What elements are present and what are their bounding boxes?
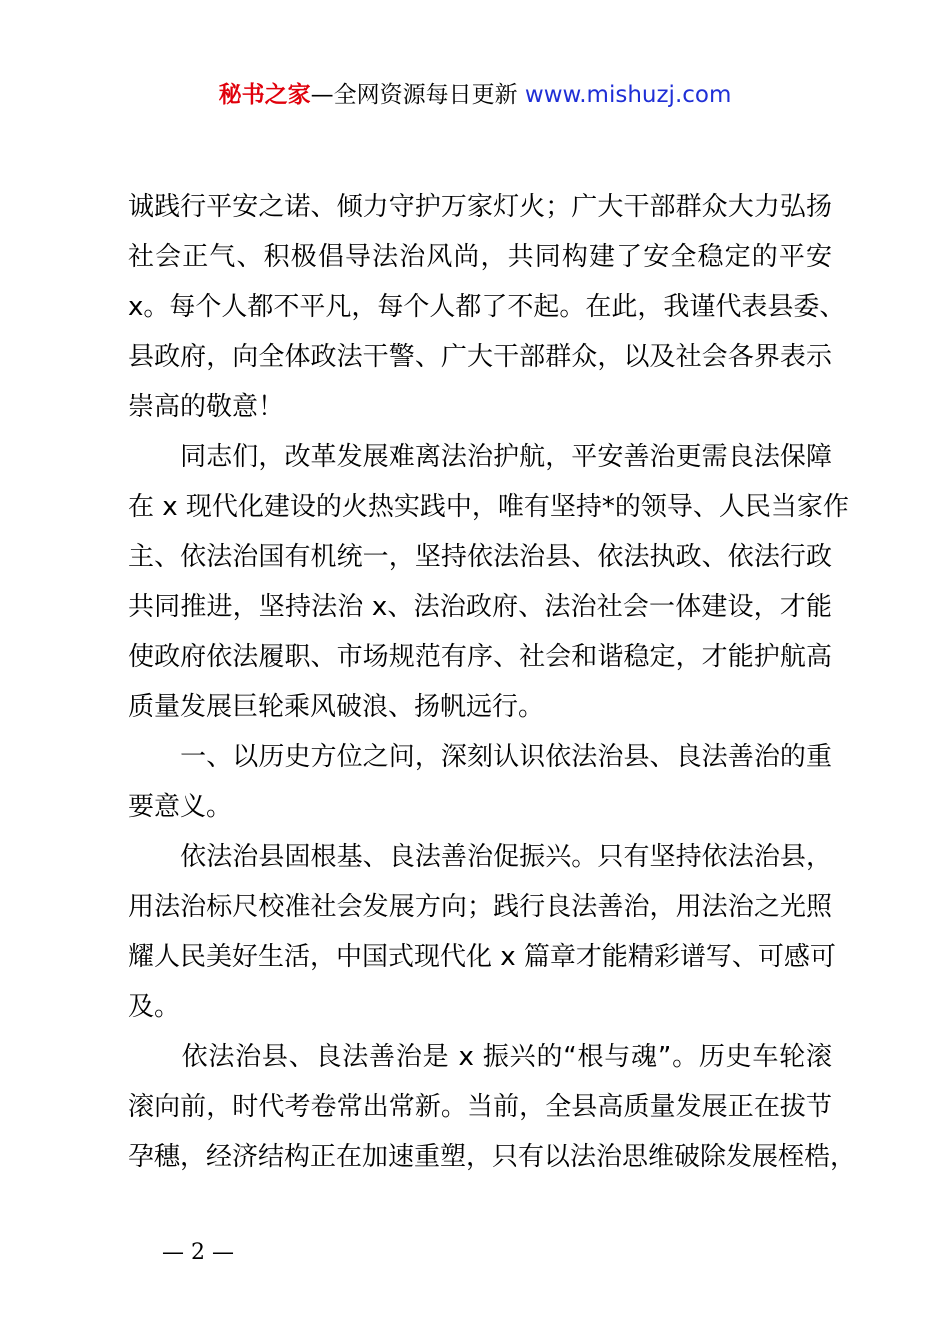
body-line: 质量发展巨轮乘风破浪、扬帆远行。 [128, 692, 545, 722]
body-line: 同志们，改革发展难离法治护航，平安善治更需良法保障 [128, 442, 832, 472]
body-line: 县政府，向全体政法干警、广大干部群众，以及社会各界表示 [128, 342, 832, 372]
body-line: 孕穗，经济结构正在加速重塑，只有以法治思维破除发展桎梏， [128, 1142, 857, 1172]
body-line: 依法治县、良法善治是 x 振兴的“根与魂”。历史车轮滚 [128, 1042, 832, 1072]
site-url[interactable]: www.mishuzj.com [524, 82, 732, 108]
site-tagline: —全网资源每日更新 [310, 82, 518, 108]
body-line: 使政府依法履职、市场规范有序、社会和谐稳定，才能护航高 [128, 642, 832, 672]
site-header [0, 78, 950, 112]
document-body [128, 182, 857, 1182]
body-line: 社会正气、积极倡导法治风尚，共同构建了安全稳定的平安 [128, 242, 832, 272]
body-line: 在 x 现代化建设的火热实践中，唯有坚持*的领导、人民当家作 [128, 492, 849, 522]
body-line: 滚向前，时代考卷常出常新。当前，全县高质量发展正在拔节 [128, 1092, 832, 1122]
site-brand: 秘书之家 [218, 82, 311, 108]
section-heading-line: 要意义。 [128, 792, 233, 822]
body-line: 共同推进，坚持法治 x、法治政府、法治社会一体建设，才能 [128, 592, 832, 622]
body-line: 主、依法治国有机统一，坚持依法治县、依法执政、依法行政 [128, 542, 832, 572]
body-line: 崇高的敬意！ [128, 392, 285, 422]
body-line: x。每个人都不平凡，每个人都了不起。在此，我谨代表县委、 [128, 292, 846, 322]
body-line: 用法治标尺校准社会发展方向；践行良法善治，用法治之光照 [128, 892, 832, 922]
body-line: 及。 [128, 992, 181, 1022]
body-line: 诚践行平安之诺、倾力守护万家灯火；广大干部群众大力弘扬 [128, 192, 832, 222]
body-line: 耀人民美好生活，中国式现代化 x 篇章才能精彩谱写、可感可 [128, 942, 836, 972]
page-number: — 2 — [162, 1240, 234, 1265]
section-heading-line: 一、以历史方位之问，深刻认识依法治县、良法善治的重 [128, 742, 832, 772]
body-line: 依法治县固根基、良法善治促振兴。只有坚持依法治县， [128, 842, 832, 872]
